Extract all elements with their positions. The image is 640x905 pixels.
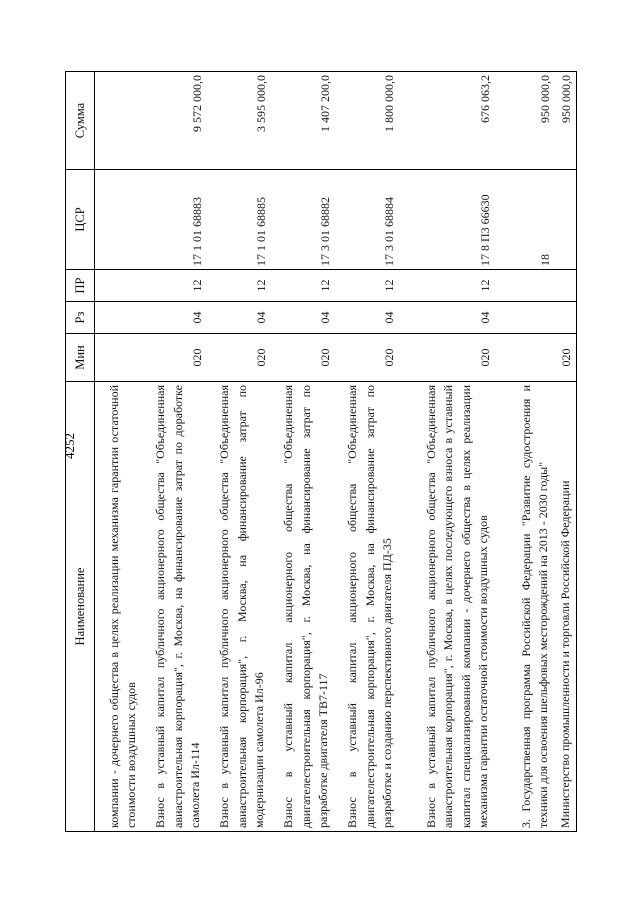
column-header-min: Мин [66,334,95,382]
table-row [271,72,335,832]
row-pr: 12 [207,270,271,302]
row-sum: 3 595 000,0 [207,72,271,170]
row-sum: 676 063,2 [399,72,495,170]
row-csr: 17 1 01 68883 [143,170,207,270]
row-csr [555,170,577,270]
row-rz: 04 [271,302,335,334]
row-name: Министерство промышленности и торговли Российской Федерации [555,382,577,832]
row-rz [555,302,577,334]
table-row [143,72,207,832]
row-csr: 17 3 01 68882 [271,170,335,270]
row-name: 3. Государственная программа Российской Федерации "Развитие судостроения и техники для освоения шельфовых месторождений на 2013 - 2030 годы" [495,382,555,832]
table-row [555,72,577,832]
row-sum: 950 000,0 [555,72,577,170]
column-header-csr: ЦСР [66,170,95,270]
row-rz [495,302,555,334]
row-min: 020 [143,334,207,382]
row-rz: 04 [399,302,495,334]
table-body [95,72,577,832]
row-csr: 17 8 П3 66630 [399,170,495,270]
row-name: Взнос в уставный капитал публичного акционерного общества "Объединенная авиастроительная корпорация", г. Москва, на финансирование затрат по доработке самолета Ил-114 [143,382,207,832]
row-pr [555,270,577,302]
row-csr: 17 3 01 68884 [335,170,399,270]
table-row [495,72,555,832]
row-rz: 04 [143,302,207,334]
row-min: 020 [271,334,335,382]
budget-table [65,71,577,832]
row-csr: 17 1 01 68885 [207,170,271,270]
row-sum: 1 800 000,0 [335,72,399,170]
column-header-sum: Сумма [66,72,95,170]
row-name: компании - дочернего общества в целях реализации механизма гарантии остаточной стоимости воздушных судов [95,382,143,832]
column-header-name: Наименование [66,382,95,832]
rotated-page-content [65,72,575,832]
row-sum: 1 407 200,0 [271,72,335,170]
row-pr: 12 [335,270,399,302]
row-pr: 12 [399,270,495,302]
table-header [66,72,95,832]
table-row [207,72,271,832]
table-row [399,72,495,832]
row-rz: 04 [335,302,399,334]
row-pr: 12 [271,270,335,302]
row-sum [95,72,143,170]
row-min: 020 [335,334,399,382]
row-name: Взнос в уставный капитал публичного акционерного общества "Объединенная авиастроительная корпорация", г. Москва, на финансирование затрат по модернизации самолета Ил-96 [207,382,271,832]
row-csr [95,170,143,270]
row-pr [495,270,555,302]
row-min [495,334,555,382]
row-sum: 9 572 000,0 [143,72,207,170]
table-row [335,72,399,832]
row-min [95,334,143,382]
row-csr: 18 [495,170,555,270]
column-header-rz: Рз [66,302,95,334]
row-min: 020 [207,334,271,382]
column-header-pr: ПР [66,270,95,302]
row-rz: 04 [207,302,271,334]
row-min: 020 [555,334,577,382]
row-sum: 950 000,0 [495,72,555,170]
row-rz [95,302,143,334]
table-row [95,72,143,832]
row-pr: 12 [143,270,207,302]
row-min: 020 [399,334,495,382]
row-name: Взнос в уставный капитал акционерного общества "Объединенная двигателестроительная корпорация", г. Москва, на финансирование затрат по разработке двигателя ТВ7-117 [271,382,335,832]
row-name: Взнос в уставный капитал акционерного общества "Объединенная двигателестроительная корпорация", г. Москва, на финансирование затрат по разработке и созданию перспективного двигателя ПД-35 [335,382,399,832]
row-name: Взнос в уставный капитал публичного акционерного общества "Объединенная авиастроительная корпорация", г. Москва, в целях последующего взноса в уставный капитал специализированной компании - дочернего общества в целях реализации механизма гарантии остаточной стоимости воздушных судов [399,382,495,832]
row-pr [95,270,143,302]
page-number: 4252 [62,433,77,459]
